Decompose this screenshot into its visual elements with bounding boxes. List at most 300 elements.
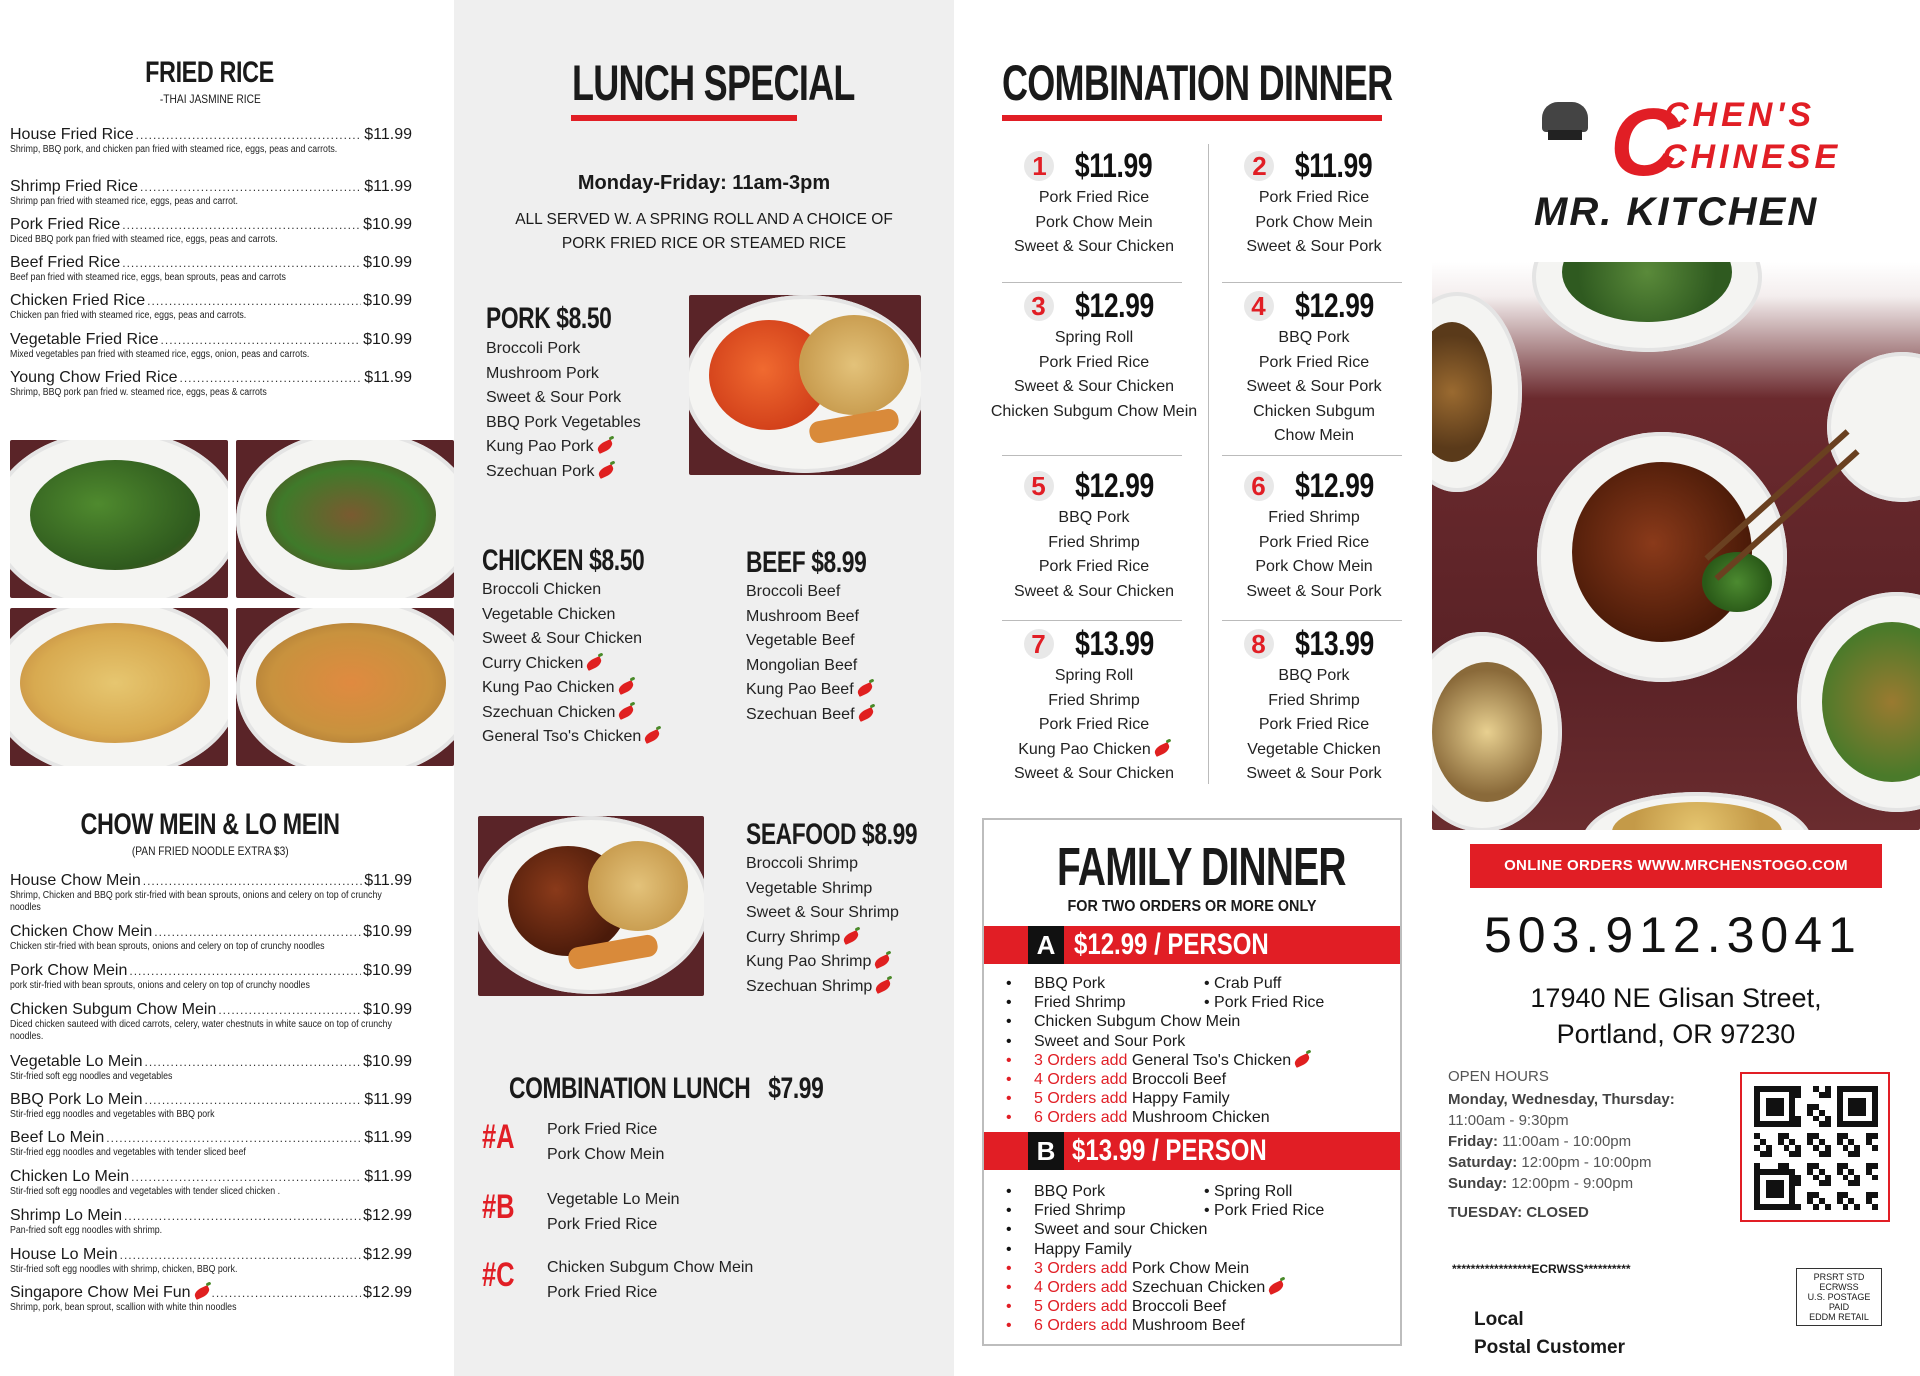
dish-item: Vegetable Beef [746, 632, 855, 649]
chili-pepper-icon [1293, 1053, 1311, 1068]
family-item [1006, 1201, 1324, 1220]
menu-item-name: Vegetable Fried Rice [10, 331, 159, 348]
combo-sep [1002, 620, 1182, 621]
combo-sep [1222, 455, 1402, 456]
menu-item-name: Singapore Chow Mei Fun [10, 1284, 210, 1302]
combo-header [1204, 286, 1424, 326]
family-b-price: $13.99 / PERSON [1072, 1134, 1267, 1167]
fried-rice-title: FRIED RICE [145, 56, 275, 89]
hero-food-photo [1432, 262, 1920, 830]
family-add-item [1006, 1259, 1324, 1278]
logo-c: C [1610, 89, 1680, 196]
menu-item-price: $11.99 [364, 1129, 412, 1146]
menu-item [10, 292, 412, 322]
combo-lunch-items [547, 1188, 680, 1237]
beef-list [746, 580, 874, 727]
menu-item-price: $10.99 [363, 331, 412, 348]
chicken-list [482, 578, 660, 750]
family-add-item [1006, 1108, 1324, 1127]
combo-price: $12.99 [1294, 286, 1374, 325]
family-add-dish: Pork Chow Mein [1131, 1259, 1250, 1277]
family-add-item [1006, 1070, 1324, 1089]
pork-title: PORK $8.50 [486, 302, 612, 335]
stamp-line: PRSRT STD [1813, 1272, 1865, 1282]
dish-item: Sweet & Sour Pork [486, 389, 622, 406]
family-add-count: 6 Orders add [1034, 1109, 1132, 1127]
hours-time: 12:00pm - 9:00pm [1507, 1175, 1634, 1192]
family-add-item [1006, 1089, 1324, 1108]
hours-row [1448, 1089, 1675, 1110]
dish-item: Broccoli Pork [486, 340, 581, 357]
combo-dish: Sweet & Sour Chicken [1013, 378, 1175, 395]
combo-lunch-line: Pork Fried Rice [547, 1121, 658, 1138]
menu-item-desc: Diced chicken sauteed with diced carrots, celery, water chestnuts in white sauce on top of crunchy noodles. [10, 1019, 392, 1042]
combo-number: 3 [1024, 291, 1054, 321]
dish-item: Mushroom Beef [746, 607, 859, 625]
menu-item-price: $12.99 [363, 1207, 412, 1224]
combo-lunch-letter: #B [482, 1188, 515, 1226]
combo-dish: Sweet & Sour Pork [1246, 378, 1382, 395]
family-add-count: 3 Orders add [1034, 1259, 1132, 1277]
menu-item-row [10, 178, 412, 196]
lunch-hours: Monday-Friday: 11am-3pm [577, 172, 831, 194]
restaurant-logo [1512, 90, 1912, 250]
dish-item: Mongolian Beef [746, 656, 858, 674]
menu-item-price: $11.99 [364, 126, 412, 143]
combo-price: $11.99 [1295, 146, 1373, 185]
family-add-dish: Happy Family [1131, 1090, 1230, 1108]
phone-number[interactable]: 503.912.3041 [1484, 907, 1862, 963]
leader-dots [131, 1170, 362, 1184]
combo-dish: Sweet & Sour Pork [1246, 238, 1382, 255]
menu-item-price: $11.99 [364, 872, 412, 889]
family-dish: • Fried Shrimp [1034, 994, 1126, 1012]
combo-dish: Fried Shrimp [1048, 533, 1140, 551]
menu-item-name: Shrimp Lo Mein [10, 1207, 123, 1224]
combo-number: 2 [1244, 151, 1274, 181]
menu-item-name: Chicken Fried Rice [10, 292, 146, 309]
combo-dish: Pork Fried Rice [1038, 353, 1150, 371]
menu-item-desc: Stir-fried soft egg noodles and vegetables [10, 1071, 173, 1082]
postage-stamp [1796, 1268, 1882, 1326]
leader-dots [122, 256, 361, 270]
menu-item-desc: Chicken pan fried with steamed rice, eggs, peas and carrots. [10, 310, 247, 321]
dish-item: Curry Chicken [482, 652, 660, 677]
postal-customer [1474, 1306, 1625, 1362]
hours-day: Saturday: [1448, 1154, 1518, 1171]
general-tso-photo [478, 816, 704, 996]
combo-dish: Sweet & Sour Chicken [1013, 238, 1175, 255]
hours-day: Friday: [1448, 1133, 1499, 1150]
family-add-dish: Mushroom Chicken [1131, 1109, 1270, 1127]
family-add-dish: Mushroom Beef [1131, 1317, 1245, 1335]
leader-dots [161, 333, 362, 347]
dish-item: Kung Pao Shrimp [746, 950, 899, 975]
combo-price: $12.99 [1074, 286, 1154, 325]
lo-mein-photo [236, 608, 454, 766]
family-a-list [1006, 974, 1324, 1128]
lunch-note-line2: PORK FRIED RICE OR STEAMED RICE [561, 235, 847, 252]
family-add-item [1006, 1051, 1324, 1070]
family-a-bar [984, 926, 1400, 964]
menu-item-name: Beef Fried Rice [10, 254, 121, 271]
chili-pepper-icon [643, 729, 661, 744]
menu-item-desc: Shrimp, BBQ pork pan fried w. steamed rice, eggs, peas & carrots [10, 387, 267, 398]
menu-item-price: $10.99 [363, 216, 412, 233]
combo-number: 7 [1024, 629, 1054, 659]
family-item: • Chicken Subgum Chow Mein [1006, 1012, 1324, 1031]
menu-item-row [10, 962, 412, 980]
menu-item-desc: Shrimp, pork, bean sprout, scallion with white thin noodles [10, 1302, 237, 1313]
combo-dish: BBQ Pork [1058, 509, 1130, 526]
menu-item-price: $11.99 [364, 369, 412, 386]
menu-item [10, 1129, 412, 1159]
dish-item: Broccoli Shrimp [746, 855, 859, 872]
combo-price: $13.99 [1294, 624, 1374, 663]
combo-dish: Sweet & Sour Chicken [1013, 582, 1175, 600]
family-add-dish: General Tso's Chicken [1131, 1051, 1292, 1069]
stamp-line: ECRWSS [1819, 1282, 1859, 1292]
menu-item-price: $10.99 [363, 1001, 412, 1018]
hours-time: 12:00pm - 10:00pm [1517, 1154, 1652, 1171]
dish-item: Broccoli Chicken [482, 581, 602, 598]
lunch-note [454, 208, 954, 256]
combo-dish: Kung Pao Chicken [984, 738, 1204, 763]
family-dinner-box [982, 818, 1402, 1346]
combo-lunch-letter: #A [482, 1118, 515, 1156]
menu-item [10, 254, 412, 284]
family-item-pair [1034, 993, 1324, 1012]
lunch-special-title: LUNCH SPECIAL [572, 55, 855, 111]
menu-item [10, 1284, 412, 1314]
menu-item-price: $11.99 [364, 1091, 412, 1108]
combination-dinner-panel [954, 0, 1432, 1376]
family-dinner-title: FAMILY DINNER [1057, 837, 1346, 897]
dish-item: Vegetable Chicken [482, 605, 616, 623]
seafood-list [746, 852, 899, 999]
menu-item-desc: Shrimp pan fried with steamed rice, eggs, peas and carrot. [10, 196, 238, 207]
menu-item [10, 1168, 412, 1198]
menu-item [10, 962, 412, 992]
chili-pepper-icon [856, 707, 874, 722]
menu-item-name: Chicken Subgum Chow Mein [10, 1001, 217, 1018]
chow-mein-subtitle: (PAN FRIED NOODLE EXTRA $3) [131, 844, 289, 858]
combo-dinner-item [1204, 624, 1424, 787]
leader-dots [145, 1093, 363, 1107]
dish-item: Curry Shrimp [746, 926, 899, 951]
menu-item-price: $12.99 [363, 1284, 412, 1301]
family-add-count: 5 Orders add [1034, 1090, 1132, 1108]
leader-dots [122, 218, 361, 232]
family-item-pair [1034, 974, 1324, 993]
menu-item-name: Chicken Chow Mein [10, 923, 153, 940]
combo-dish: Sweet & Sour Pork [1246, 582, 1382, 600]
fried-rice-panel [0, 0, 454, 1376]
leader-dots [120, 1248, 361, 1262]
menu-item-price: $11.99 [364, 178, 412, 195]
menu-item-desc: Stir-fried egg noodles and vegetables with BBQ pork [10, 1109, 215, 1120]
family-item [1006, 993, 1324, 1012]
address-line1: 17940 NE Glisan Street, [1530, 983, 1822, 1013]
combo-dish: Pork Fried Rice [1258, 533, 1370, 551]
combo-dish: Chicken Subgum [1253, 402, 1375, 420]
combo-dish: Chow Mein [1273, 427, 1355, 444]
combo-sep [1002, 455, 1182, 456]
hours-title: OPEN HOURS [1448, 1068, 1549, 1085]
lunch-title-underline [571, 115, 797, 121]
menu-item-desc: Mixed vegetables pan fried with steamed rice, eggs, onion, peas and carrots. [10, 349, 310, 360]
family-dish: • Fried Shrimp [1034, 1202, 1126, 1220]
dish-item: Vegetable Shrimp [746, 879, 873, 897]
combo-dish: Pork Fried Rice [1038, 558, 1150, 575]
chef-hat-icon [1542, 102, 1588, 132]
menu-item-desc: Diced BBQ pork pan fried with steamed rice, eggs, peas and carrots. [10, 234, 278, 245]
closed-day: TUESDAY: CLOSED [1448, 1204, 1589, 1221]
menu-item [10, 1053, 412, 1083]
menu-item-row [10, 872, 412, 890]
menu-item-desc: Stir-fried soft egg noodles with shrimp, chicken, BBQ pork. [10, 1264, 238, 1275]
combo-header [1204, 146, 1424, 186]
menu-item-row [10, 1246, 412, 1264]
family-dish: • Pork Fried Rice [1204, 1202, 1325, 1220]
combo-dish: Spring Roll [1054, 329, 1134, 346]
menu-item-name: House Chow Mein [10, 872, 141, 889]
stamp-line: PAID [1828, 1302, 1850, 1312]
menu-item [10, 369, 412, 399]
combo-dish: Sweet & Sour Pork [1246, 765, 1382, 782]
menu-item-name: Pork Chow Mein [10, 962, 128, 979]
chow-mein-title: CHOW MEIN & LO MEIN [80, 808, 340, 841]
family-add-count: 6 Orders add [1034, 1317, 1132, 1335]
family-item-pair [1034, 1182, 1324, 1201]
menu-item-desc: Shrimp, Chicken and BBQ pork stir-fried with bean sprouts, onions and celery on top of crunchy noodles [10, 890, 382, 913]
hours-day: Sunday: [1448, 1175, 1508, 1192]
combo-price: $11.99 [1075, 146, 1153, 185]
chow-mein-header [0, 808, 420, 860]
chili-pepper-icon [842, 930, 860, 945]
family-item: • Sweet and Sour Pork [1006, 1032, 1324, 1051]
family-dinner-subtitle: FOR TWO ORDERS OR MORE ONLY [1067, 898, 1317, 915]
family-a-letter: A [1028, 926, 1064, 964]
combo-dinner-item [984, 286, 1204, 424]
menu-item [10, 1001, 412, 1043]
leader-dots [106, 1131, 362, 1145]
dish-item: Szechuan Shrimp [746, 975, 899, 1000]
family-item: • Sweet and sour Chicken [1006, 1220, 1324, 1239]
menu-item-name: Young Chow Fried Rice [10, 369, 178, 386]
combo-number: 6 [1244, 471, 1274, 501]
combo-sep [1002, 282, 1182, 283]
family-add-item [1006, 1316, 1324, 1335]
leader-dots [154, 925, 361, 939]
family-dish: • Pork Fried Rice [1204, 994, 1325, 1012]
dish-item: Kung Pao Pork [486, 435, 641, 460]
chicken-title: CHICKEN $8.50 [482, 544, 645, 577]
hours-day: Monday, Wednesday, Thursday: [1448, 1091, 1675, 1108]
chili-pepper-icon [617, 705, 635, 720]
chili-pepper-icon [596, 464, 614, 479]
combo-lunch-line: Pork Chow Mein [547, 1145, 665, 1163]
chili-pepper-icon [855, 682, 873, 697]
menu-item-price: $12.99 [363, 1246, 412, 1263]
address-line2: Portland, OR 97230 [1556, 1019, 1796, 1049]
sweet-sour-chicken-photo [689, 295, 921, 475]
online-orders-banner[interactable]: ONLINE ORDERS WWW.MRCHENSTOGO.COM [1470, 844, 1882, 888]
green-beans-photo [10, 440, 228, 598]
menu-item [10, 216, 412, 246]
menu-item-name: House Lo Mein [10, 1246, 118, 1263]
chili-pepper-icon [595, 439, 613, 454]
beef-title: BEEF $8.99 [746, 546, 867, 579]
dish-item: Szechuan Beef [746, 703, 874, 728]
dish-item: Kung Pao Chicken [482, 676, 660, 701]
leader-dots [124, 1209, 361, 1223]
menu-item-name: Beef Lo Mein [10, 1129, 105, 1146]
family-add-item [1006, 1297, 1324, 1316]
combo-lunch-items [547, 1118, 664, 1167]
combo-dish: Pork Fried Rice [1258, 189, 1370, 206]
combo-dish: Fried Shrimp [1268, 691, 1360, 709]
family-add-dish: Broccoli Beef [1131, 1071, 1227, 1089]
family-add-dish: Broccoli Beef [1131, 1298, 1227, 1316]
dish-item: BBQ Pork Vegetables [486, 413, 641, 431]
menu-item-price: $11.99 [364, 1168, 412, 1185]
logo-line2: CHINESE [1662, 138, 1842, 176]
family-item-pair [1034, 1201, 1324, 1220]
family-dish: • BBQ Pork [1034, 975, 1106, 992]
leader-dots [218, 1003, 361, 1017]
combo-number: 8 [1244, 629, 1274, 659]
combo-dinner-item [984, 146, 1204, 260]
combo-header [984, 286, 1204, 326]
combo-number: 1 [1024, 151, 1054, 181]
chili-pepper-icon [192, 1285, 210, 1300]
family-dish: • Spring Roll [1204, 1183, 1293, 1200]
combo-dish: Pork Fried Rice [1258, 716, 1370, 733]
dish-item: Szechuan Pork [486, 460, 641, 485]
menu-item-row [10, 1001, 412, 1019]
combo-dinner-item [1204, 466, 1424, 604]
family-dish: • BBQ Pork [1034, 1183, 1106, 1200]
combo-dish: Chicken Subgum Chow Mein [990, 402, 1198, 420]
fried-rice-photo [10, 608, 228, 766]
combo-dish: Pork Fried Rice [1038, 189, 1150, 206]
combo-lunch-line: Pork Fried Rice [547, 1283, 658, 1301]
stamp-line: U.S. POSTAGE [1807, 1292, 1871, 1302]
menu-item [10, 178, 412, 208]
combo-lunch-label: COMBINATION LUNCH [509, 1072, 751, 1105]
menu-item-row [10, 292, 412, 310]
logo-line3: MR. KITCHEN [1534, 190, 1819, 234]
leader-dots [136, 128, 363, 142]
hours-row [1448, 1173, 1675, 1194]
combo-dish: BBQ Pork [1278, 329, 1350, 346]
menu-item-price: $10.99 [363, 1053, 412, 1070]
menu-item [10, 1207, 412, 1237]
family-item [1006, 974, 1324, 993]
menu-item [10, 1091, 412, 1121]
leader-dots [212, 1286, 362, 1300]
menu-item [10, 872, 412, 914]
fried-rice-header [0, 56, 420, 108]
combo-dinner-item [984, 624, 1204, 787]
family-b-list [1006, 1182, 1324, 1336]
menu-item-row [10, 1129, 412, 1147]
menu-item-desc: Beef pan fried with steamed rice, eggs, bean sprouts, peas and carrots [10, 272, 286, 283]
chili-pepper-icon [616, 680, 634, 695]
dish-item: Kung Pao Beef [746, 678, 874, 703]
chili-pepper-icon [585, 656, 603, 671]
menu-item-desc: Stir-fried egg noodles and vegetables with tender sliced beef [10, 1147, 246, 1158]
combo-dish: Vegetable Chicken [1247, 740, 1381, 758]
menu-item-name: Vegetable Lo Mein [10, 1053, 143, 1070]
family-add-count: 3 Orders add [1034, 1051, 1132, 1069]
lunch-note-line1: ALL SERVED W. A SPRING ROLL AND A CHOICE OF [515, 211, 893, 228]
menu-item-row [10, 1284, 412, 1302]
address [1432, 980, 1920, 1052]
family-dish: • Crab Puff [1204, 975, 1282, 992]
leader-dots [129, 964, 361, 978]
menu-item [10, 923, 412, 953]
combo-dish: Pork Chow Mein [1035, 213, 1153, 231]
combo-price: $12.99 [1074, 466, 1154, 505]
menu-item-row [10, 254, 412, 272]
combo-price: $13.99 [1074, 624, 1154, 663]
combo-header [984, 146, 1204, 186]
combo-dish: Pork Fried Rice [1258, 353, 1370, 371]
combo-dinner-item [1204, 286, 1424, 449]
family-add-count: 5 Orders add [1034, 1298, 1132, 1316]
combo-dinner-item [984, 466, 1204, 604]
combo-lunch-line: Pork Fried Rice [547, 1215, 658, 1233]
menu-item-row [10, 1168, 412, 1186]
dish-item: Broccoli Beef [746, 583, 841, 600]
family-add-count: 4 Orders add [1034, 1071, 1132, 1089]
dish-item: General Tso's Chicken [482, 725, 660, 750]
dish-item: Sweet & Sour Chicken [482, 630, 643, 647]
menu-item-row [10, 126, 412, 144]
menu-item-row [10, 1053, 412, 1071]
qr-code[interactable] [1740, 1072, 1890, 1222]
combo-dish: Fried Shrimp [1268, 509, 1360, 526]
combo-dish: Sweet & Sour Chicken [1013, 765, 1175, 782]
fried-rice-subtitle: -THAI JASMINE RICE [159, 92, 261, 106]
menu-item-name: Pork Fried Rice [10, 216, 121, 233]
menu-item [10, 126, 412, 156]
info-panel [1432, 0, 1920, 1376]
menu-item-row [10, 369, 412, 387]
family-item: • Happy Family [1006, 1240, 1324, 1259]
ecrwss-line: *****************ECRWSS********** [1452, 1262, 1631, 1276]
menu-item-name: Shrimp Fried Rice [10, 178, 139, 195]
dish-item: Szechuan Chicken [482, 701, 660, 726]
combo-number: 5 [1024, 471, 1054, 501]
leader-dots [140, 180, 362, 194]
family-a-price: $12.99 / PERSON [1074, 928, 1269, 961]
family-b-letter: B [1028, 1132, 1064, 1170]
hours-row: 11:00am - 9:30pm [1448, 1112, 1569, 1129]
family-item [1006, 1182, 1324, 1201]
menu-item-name: Chicken Lo Mein [10, 1168, 130, 1185]
dish-item: Sweet & Sour Shrimp [746, 904, 899, 921]
menu-item-row [10, 216, 412, 234]
menu-item-price: $10.99 [363, 292, 412, 309]
menu-item-row [10, 1091, 412, 1109]
combo-lunch-line: Vegetable Lo Mein [547, 1191, 680, 1208]
menu-item-name: BBQ Pork Lo Mein [10, 1091, 143, 1108]
postal-line1: Local [1474, 1309, 1524, 1330]
family-add-count: 4 Orders add [1034, 1279, 1132, 1297]
